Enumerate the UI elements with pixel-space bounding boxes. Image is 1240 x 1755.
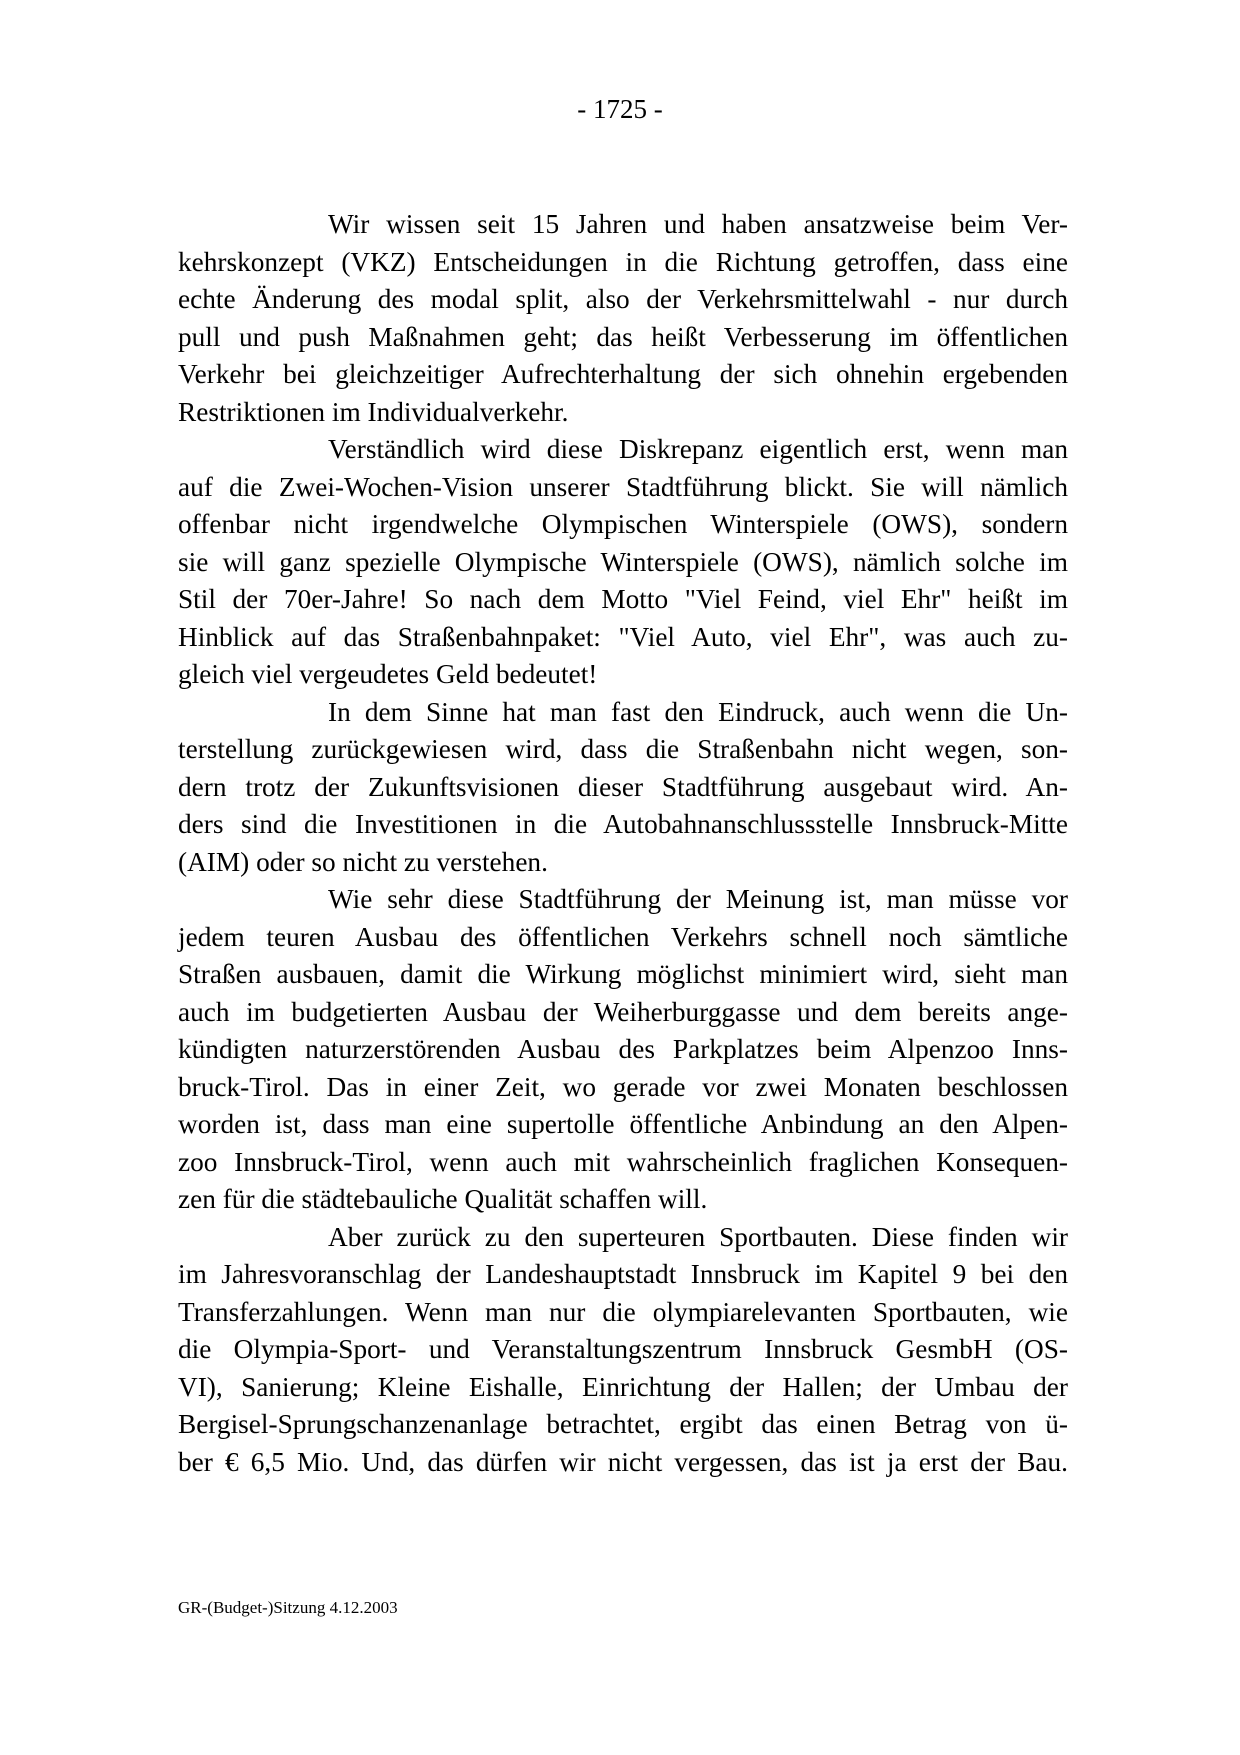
text-line: bruck-Tirol. Das in einer Zeit, wo gerade vor zwei Monaten beschlossen [178,1071,1068,1102]
text-line: auf die Zwei-Wochen-Vision unserer Stadtführung blickt. Sie will nämlich [178,471,1068,502]
text-line: Stil der 70er-Jahre! So nach dem Motto "Viel Feind, viel Ehr" heißt im [178,584,1068,614]
text-line: dern trotz der Zukunftsvisionen dieser Stadtführung ausgebaut wird. An- [178,771,1068,802]
text-line: zoo Innsbruck-Tirol, wenn auch mit wahrscheinlich fraglichen Konsequen- [178,1146,1068,1177]
text-line: Verständlich wird diese Diskrepanz eigentlich erst, wenn man [328,434,1068,464]
text-line: auch im budgetierten Ausbau der Weiherburggasse und dem bereits ange- [178,996,1068,1027]
text-line: VI), Sanierung; Kleine Eishalle, Einrichtung der Hallen; der Umbau der [178,1371,1068,1402]
text-line: gleich viel vergeudetes Geld bedeutet! [178,659,598,689]
text-line: kündigten naturzerstörenden Ausbau des Parkplatzes beim Alpenzoo Inns- [178,1034,1068,1064]
footer-session-label: GR-(Budget-)Sitzung 4.12.2003 [178,1598,398,1617]
text-line: Bergisel-Sprungschanzenanlage betrachtet, ergibt das einen Betrag von ü- [178,1409,1068,1439]
text-line: terstellung zurückgewiesen wird, dass die Straßenbahn nicht wegen, son- [178,734,1068,764]
text-line: die Olympia-Sport- und Veranstaltungszentrum Innsbruck GesmbH (OS- [178,1334,1068,1364]
text-line: kehrskonzept (VKZ) Entscheidungen in die Richtung getroffen, dass eine [178,246,1068,277]
text-line: zen für die städtebauliche Qualität schaffen will. [178,1184,708,1214]
document-body [178,206,1068,1481]
text-line: offenbar nicht irgendwelche Olympischen Winterspiele (OWS), sondern [178,509,1068,539]
text-line: pull und push Maßnahmen geht; das heißt Verbesserung im öffentlichen [178,321,1068,352]
text-line: Aber zurück zu den superteuren Sportbauten. Diese finden wir [328,1221,1068,1252]
text-line: Restriktionen im Individualverkehr. [178,396,569,427]
text-line: jedem teuren Ausbau des öffentlichen Verkehrs schnell noch sämtliche [178,921,1068,952]
text-line: Wir wissen seit 15 Jahren und haben ansatzweise beim Ver- [328,209,1068,239]
text-line: ders sind die Investitionen in die Autobahnanschlussstelle Innsbruck-Mitte [178,809,1068,839]
text-line: Transferzahlungen. Wenn man nur die olympiarelevanten Sportbauten, wie [178,1296,1068,1327]
text-line: (AIM) oder so nicht zu verstehen. [178,846,548,877]
text-line: echte Änderung des modal split, also der Verkehrsmittelwahl - nur durch [178,284,1068,314]
text-line: im Jahresvoranschlag der Landeshauptstadt Innsbruck im Kapitel 9 bei den [178,1259,1068,1289]
text-line: Hinblick auf das Straßenbahnpaket: "Viel Auto, viel Ehr", was auch zu- [178,621,1068,652]
text-line: sie will ganz spezielle Olympische Winterspiele (OWS), nämlich solche im [178,546,1068,577]
text-line: Straßen ausbauen, damit die Wirkung möglichst minimiert wird, sieht man [178,959,1068,989]
text-line: In dem Sinne hat man fast den Eindruck, auch wenn die Un- [328,696,1068,727]
page-number: - 1725 - [577,94,663,124]
text-line: worden ist, dass man eine supertolle öffentliche Anbindung an den Alpen- [178,1109,1068,1139]
text-line: Verkehr bei gleichzeitiger Aufrechterhaltung der sich ohnehin ergebenden [178,359,1068,389]
text-line: ber € 6,5 Mio. Und, das dürfen wir nicht vergessen, das ist ja erst der Bau. [178,1446,1068,1477]
text-line: Wie sehr diese Stadtführung der Meinung ist, man müsse vor [328,884,1068,914]
